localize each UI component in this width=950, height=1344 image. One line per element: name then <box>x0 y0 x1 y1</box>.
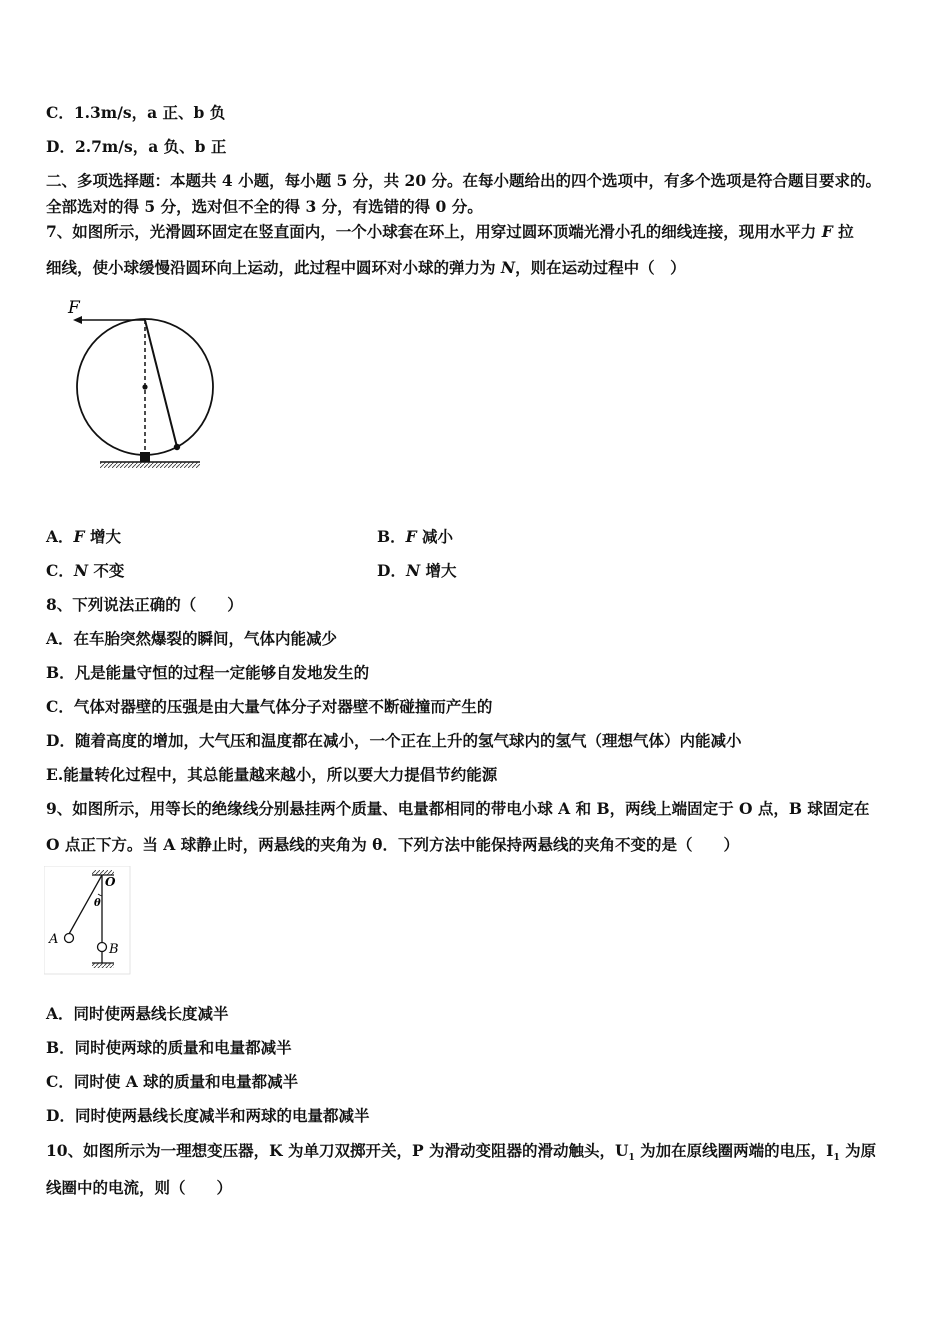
label-theta: θ <box>94 898 101 909</box>
q9-stem-line1: 9、如图所示，用等长的绝缘线分别悬挂两个质量、电量都相同的带电小球 A 和 B，两线上端固定于 O 点，B 球固定在 <box>46 799 870 818</box>
q9-figure-pendulums <box>44 866 134 976</box>
q8-option-c: C．气体对器壁的压强是由大量气体分子对器壁不断碰撞而产生的 <box>46 697 493 716</box>
q9-stem-line2: O 点正下方。当 A 球静止时，两悬线的夹角为 θ．下列方法中能保持两悬线的夹角不变的是（ ） <box>46 835 739 854</box>
q9-option-d: D．同时使两悬线长度减半和两球的电量都减半 <box>46 1106 370 1125</box>
ball-a <box>65 934 74 943</box>
q10-stem-line2: 线圈中的电流，则（ ） <box>46 1178 233 1197</box>
section2-heading-line1: 二、多项选择题：本题共 4 小题，每小题 5 分，共 20 分。在每小题给出的四个选项中，有多个选项是符合题目要求的。 <box>46 171 882 190</box>
q7-stem-line1: 7、如图所示，光滑圆环固定在竖直面内，一个小球套在环上，用穿过圆环顶端光滑小孔的细线连接，现用水平力 F 拉 <box>46 222 854 241</box>
floor-hatch <box>92 963 114 968</box>
q7-option-d: D．N 增大 <box>377 561 457 580</box>
q10-stem-line1: 10、如图所示为一理想变压器，K 为单刀双掷开关，P 为滑动变阻器的滑动触头，$U_1$ 为加在原线圈两端的电压，$I_1$ 为原 <box>46 1141 877 1164</box>
small-ball <box>174 444 180 450</box>
ground-hatch <box>100 462 200 468</box>
figure-border <box>44 866 130 974</box>
force-label: F <box>68 298 80 318</box>
ring-center-dot <box>142 384 147 389</box>
ball-b <box>98 943 107 952</box>
q7-figure-ring <box>60 292 220 477</box>
q7-option-b: B．F 减小 <box>377 527 454 546</box>
q8-stem: 8、下列说法正确的（ ） <box>46 595 243 614</box>
q9-option-a: A．同时使两悬线长度减半 <box>46 1004 229 1023</box>
q8-option-b: B．凡是能量守恒的过程一定能够自发地发生的 <box>46 663 370 682</box>
prev-option-c: C．1.3m/s，a 正、b 负 <box>46 103 226 122</box>
q8-option-d: D．随着高度的增加，大气压和温度都在减小，一个正在上升的氢气球内的氢气（理想气体）内能减小 <box>46 731 742 750</box>
q9-option-c: C．同时使 A 球的质量和电量都减半 <box>46 1072 299 1091</box>
q8-option-a: A．在车胎突然爆裂的瞬间，气体内能减少 <box>46 629 338 648</box>
q9-option-b: B．同时使两球的质量和电量都减半 <box>46 1038 292 1057</box>
q7-option-a: A．F 增大 <box>46 527 121 546</box>
q7-option-c: C．N 不变 <box>46 561 125 580</box>
q7-stem-line2: 细线，使小球缓慢沿圆环向上运动，此过程中圆环对小球的弹力为 N，则在运动过程中（ ） <box>46 258 686 277</box>
q8-option-e: E.能量转化过程中，其总能量越来越小，所以要大力提倡节约能源 <box>46 765 498 784</box>
ring-support <box>140 452 150 462</box>
label-b: B <box>109 942 119 957</box>
section2-heading-line2: 全部选对的得 5 分，选对但不全的得 3 分，有选错的得 0 分。 <box>46 197 483 216</box>
label-o: O <box>105 875 116 889</box>
label-a: A <box>49 932 59 947</box>
prev-option-d: D．2.7m/s，a 负、b 正 <box>46 137 227 156</box>
string-line <box>145 320 177 447</box>
